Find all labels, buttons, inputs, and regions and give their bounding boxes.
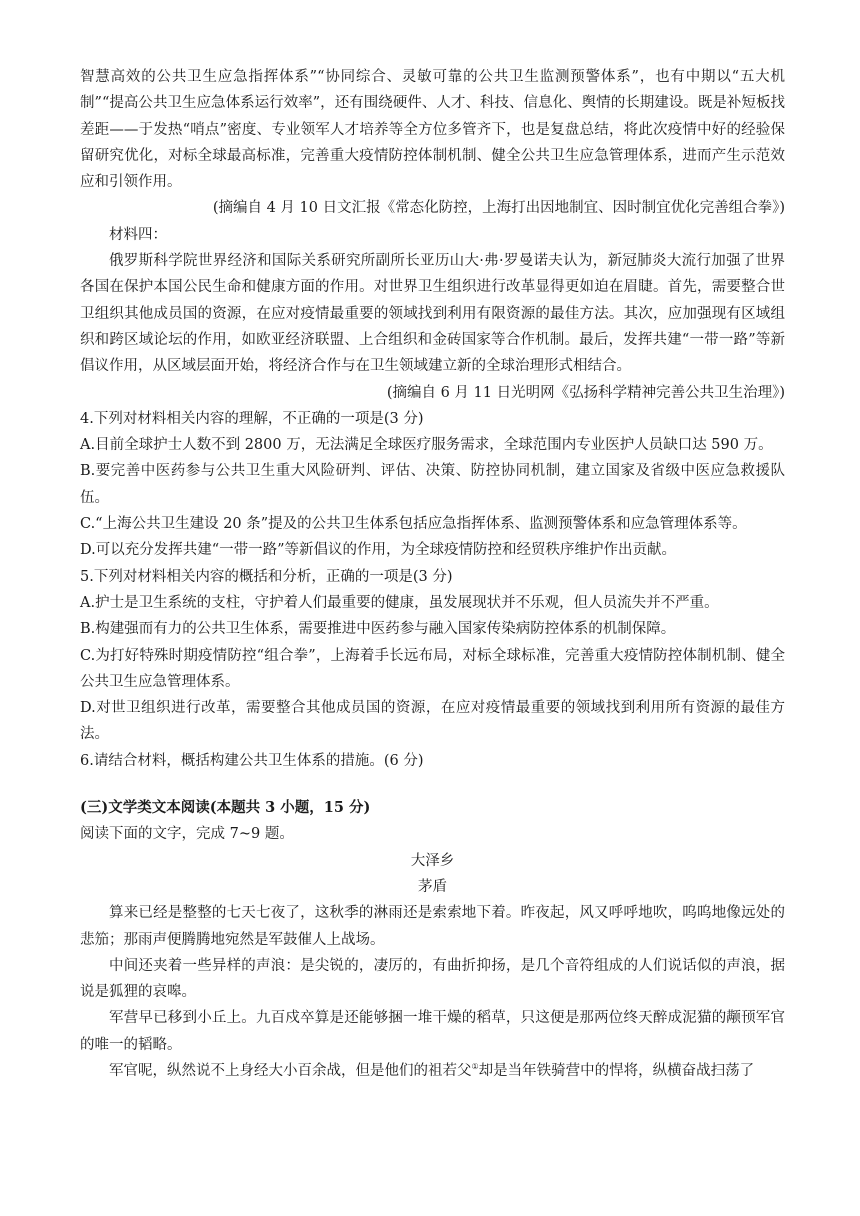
story-paragraph-4-text: 军官呢，纵然说不上身经大小百余战，但是他们的祖若父 xyxy=(109,1062,472,1079)
document-page xyxy=(80,64,785,1084)
question-4-option-b: B.要完善中医药参与公共卫生重大风险研判、评估、决策、防控协同机制，建立国家及省级中医应急救援队伍。 xyxy=(80,463,785,506)
material3-source: (摘编自 4 月 10 日文汇报《常态化防控，上海打出因地制宜、因时制宜优化完善组合拳》) xyxy=(212,200,785,217)
story-paragraph-3: 军营早已移到小丘上。九百戍卒算是还能够捆一堆干燥的稻草，只这便是那两位终天醉成泥猫的颟顸军官的唯一的韬略。 xyxy=(80,1010,785,1053)
material3-paragraph-end: 智慧高效的公共卫生应急指挥体系”“协同综合、灵敏可靠的公共卫生监测预警体系”，也有中期以“五大机制”“提高公共卫生应急体系运行效率”，还有围绕硬件、人才、科技、信息化、舆情的长期建设。既是补短板找差距——于发热“哨点”密度、专业领军人才培养等全方位多管齐下，也是复盘总结，将此次疫情中好的经验保留研究优化，对标全球最高标准，完善重大疫情防控体制机制、健全公共卫生应急管理体系，进而产生示范效应和引领作用。 xyxy=(80,69,785,191)
story-title: 大泽乡 xyxy=(410,852,455,869)
story-paragraph-4 xyxy=(80,1058,785,1084)
story-paragraph-4-text-cont: 却是当年铁骑营中的悍将，纵横奋战扫荡了 xyxy=(478,1062,755,1079)
material4-label: 材料四： xyxy=(109,226,167,243)
section3-title: (三)文学类文本阅读(本题共 3 小题，15 分) xyxy=(80,799,371,817)
question-4-stem: 4.下列对材料相关内容的理解，不正确的一项是(3 分) xyxy=(80,410,424,427)
question-5-option-d: D.对世卫组织进行改革，需要整合其他成员国的资源，在应对疫情最重要的领域找到利用所有资源的最佳方法。 xyxy=(80,700,785,743)
story-paragraph-1: 算来已经是整整的七天七夜了，这秋季的淋雨还是索索地下着。昨夜起，风又呼呼地吹，呜呜地像远处的悲笳；那雨声便腾腾地宛然是军鼓催人上战场。 xyxy=(80,905,785,948)
question-5-option-c: C.为打好特殊时期疫情防控“组合拳”，上海着手长远布局，对标全球标准，完善重大疫情防控体制机制、健全公共卫生应急管理体系。 xyxy=(80,647,785,690)
question-4-option-a: A.目前全球护士人数不到 2800 万，无法满足全球医疗服务需求，全球范围内专业医护人员缺口达 590 万。 xyxy=(80,437,773,454)
story-author: 茅盾 xyxy=(418,878,447,895)
question-6: 6.请结合材料，概括构建公共卫生体系的措施。(6 分) xyxy=(80,752,424,769)
question-5-stem: 5.下列对材料相关内容的概括和分析，正确的一项是(3 分) xyxy=(80,568,453,585)
question-4-option-d: D.可以充分发挥共建“一带一路”等新倡议的作用，为全球疫情防控和经贸秩序维护作出贡献。 xyxy=(80,542,677,559)
section3-instruction: 阅读下面的文字，完成 7~9 题。 xyxy=(80,826,294,843)
story-paragraph-2: 中间还夹着一些异样的声浪：是尖锐的，凄厉的，有曲折抑扬，是几个音符组成的人们说话似的声浪，据说是狐狸的哀嗥。 xyxy=(80,957,785,1001)
question-4-option-c: C.“上海公共卫生建设 20 条”提及的公共卫生体系包括应急指挥体系、监测预警体系和应急管理体系等。 xyxy=(80,516,747,533)
material4-source: (摘编自 6 月 11 日光明网《弘扬科学精神完善公共卫生治理》) xyxy=(386,384,785,401)
footnote-marker: ① xyxy=(471,1062,479,1072)
material4-paragraph: 俄罗斯科学院世界经济和国际关系研究所副所长亚历山大·弗·罗曼诺夫认为，新冠肺炎大流行加强了世界各国在保护本国公民生命和健康方面的作用。对世界卫生组织进行改革显得更如迫在眉睫。首先，需要整合世卫组织其他成员国的资源，在应对疫情最重要的领域找到利用有限资源的最佳方法。其次，应加强现有区域组织和跨区域论坛的作用，如欧亚经济联盟、上合组织和金砖国家等合作机制。最后，发挥共建“一带一路”等新倡议作用，从区域层面开始，将经济合作与在卫生领域建立新的全球治理形式相结合。 xyxy=(80,253,785,375)
section-gap xyxy=(80,774,785,795)
question-5-option-a: A.护士是卫生系统的支柱，守护着人们最重要的健康，虽发展现状并不乐观，但人员流失并不严重。 xyxy=(80,594,719,611)
question-5-option-b: B.构建强而有力的公共卫生体系，需要推进中医药参与融入国家传染病防控体系的机制保障。 xyxy=(80,621,676,638)
